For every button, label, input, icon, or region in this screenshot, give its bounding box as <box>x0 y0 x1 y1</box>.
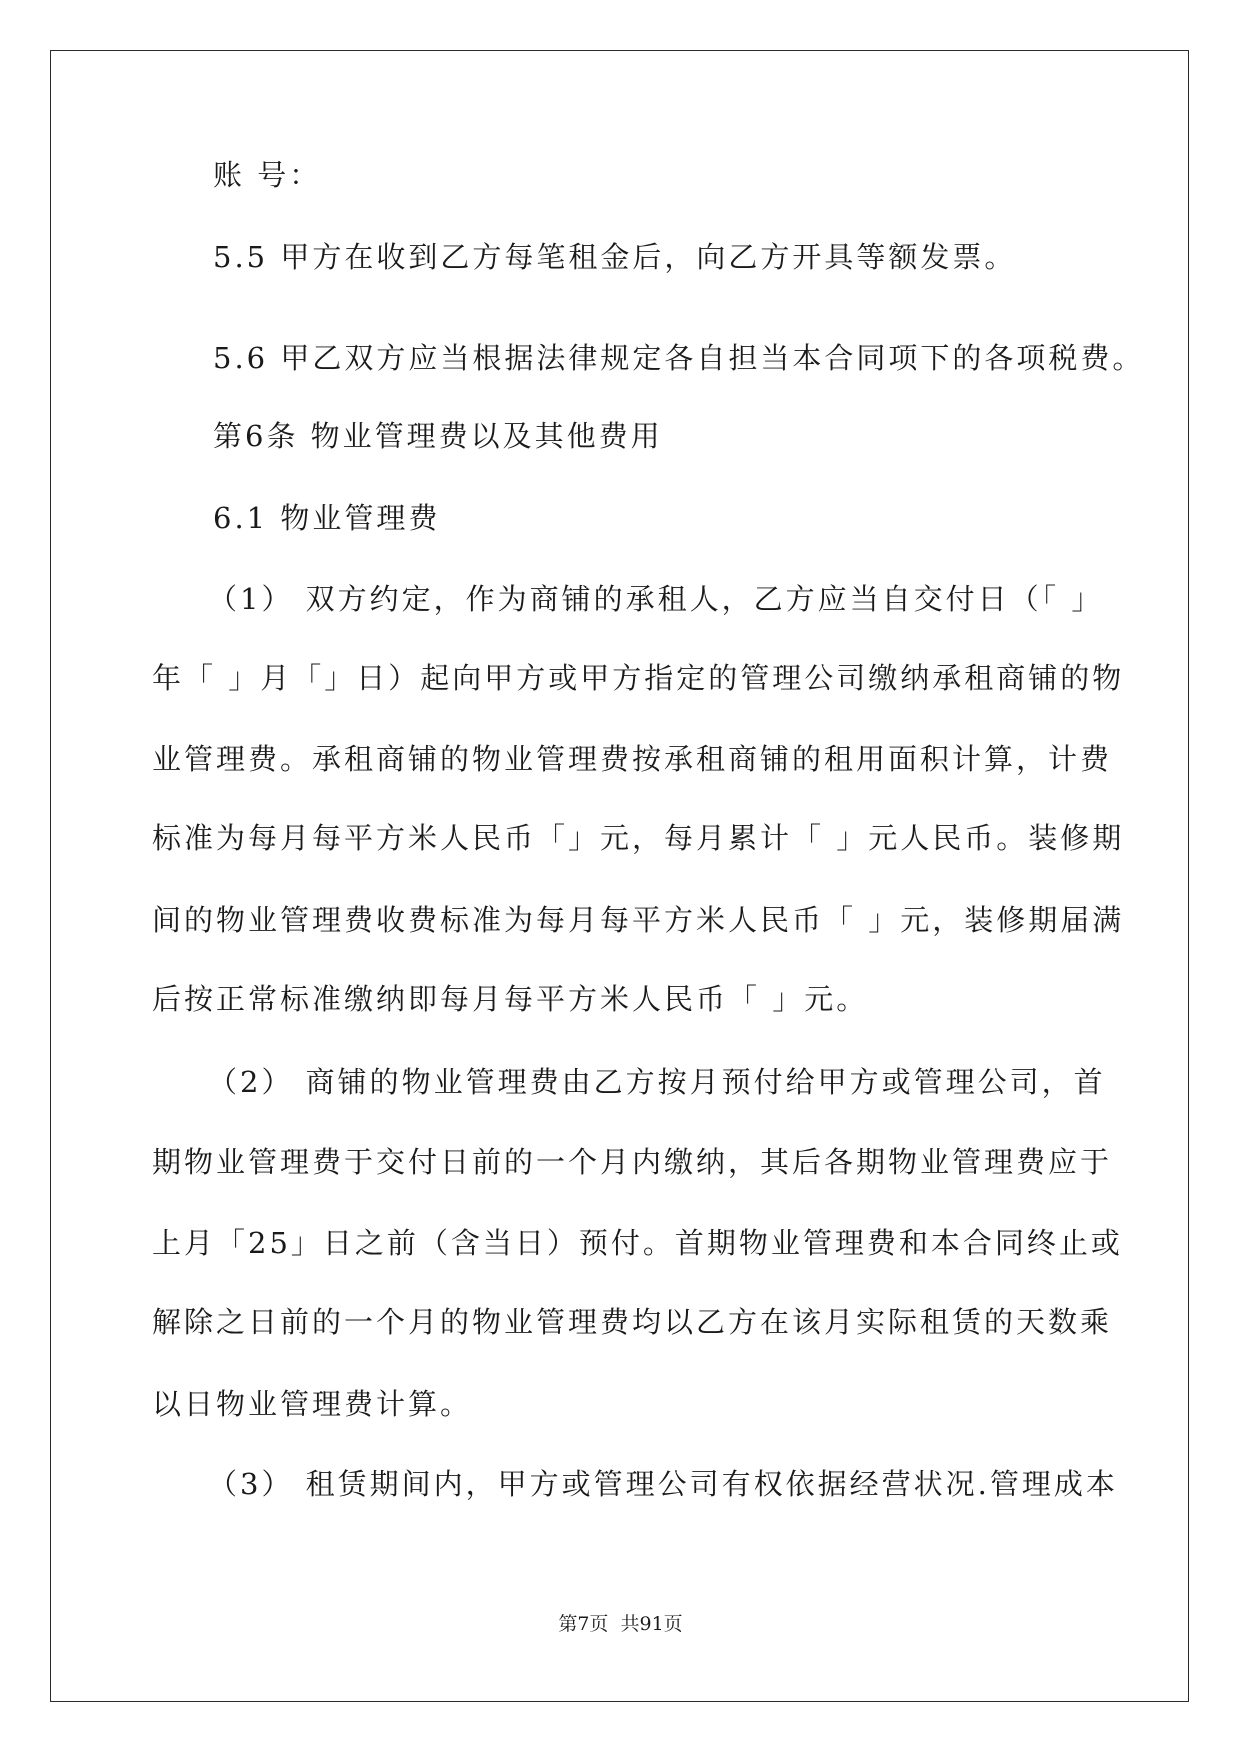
text-line-11: 后按正常标准缴纳即每月每平方米人民币「 」元。 <box>152 982 869 1016</box>
text-line-16: 以日物业管理费计算。 <box>152 1387 473 1421</box>
text-line-13: 期物业管理费于交付日前的一个月内缴纳，其后各期物业管理费应于 <box>152 1145 1113 1179</box>
text-line-17: （3） 租赁期间内，甲方或管理公司有权依据经营状况.管理成本 <box>208 1467 1118 1501</box>
text-line-14: 上月「25」日之前（含当日）预付。首期物业管理费和本合同终止或 <box>152 1226 1123 1260</box>
text-line-7: 年「 」月「」日）起向甲方或甲方指定的管理公司缴纳承租商铺的物 <box>152 661 1125 695</box>
text-line-2: 5.5 甲方在收到乙方每笔租金后，向乙方开具等额发票。 <box>213 240 1017 274</box>
text-line-12: （2） 商铺的物业管理费由乙方按月预付给甲方或管理公司，首 <box>208 1065 1106 1099</box>
subsection-heading-6-1: 6.1 物业管理费 <box>213 501 441 535</box>
text-line-15: 解除之日前的一个月的物业管理费均以乙方在该月实际租赁的天数乘 <box>152 1305 1113 1339</box>
section-heading-6: 第6条 物业管理费以及其他费用 <box>213 419 663 453</box>
text-line-8: 业管理费。承租商铺的物业管理费按承租商铺的租用面积计算，计费 <box>152 742 1113 776</box>
text-line-9: 标准为每月每平方米人民币「」元，每月累计「 」元人民币。装修期 <box>152 821 1125 855</box>
text-line-10: 间的物业管理费收费标准为每月每平方米人民币「 」元，装修期届满 <box>152 903 1125 937</box>
text-line-6: （1） 双方约定，作为商铺的承租人，乙方应当自交付日（「 」 <box>208 582 1104 616</box>
page-border <box>50 50 1189 1702</box>
text-line-3: 5.6 甲乙双方应当根据法律规定各自担当本合同项下的各项税费。 <box>213 341 1145 375</box>
text-line-1: 账 号： <box>213 158 322 192</box>
page-footer: 第7页 共91页 <box>558 1613 683 1635</box>
